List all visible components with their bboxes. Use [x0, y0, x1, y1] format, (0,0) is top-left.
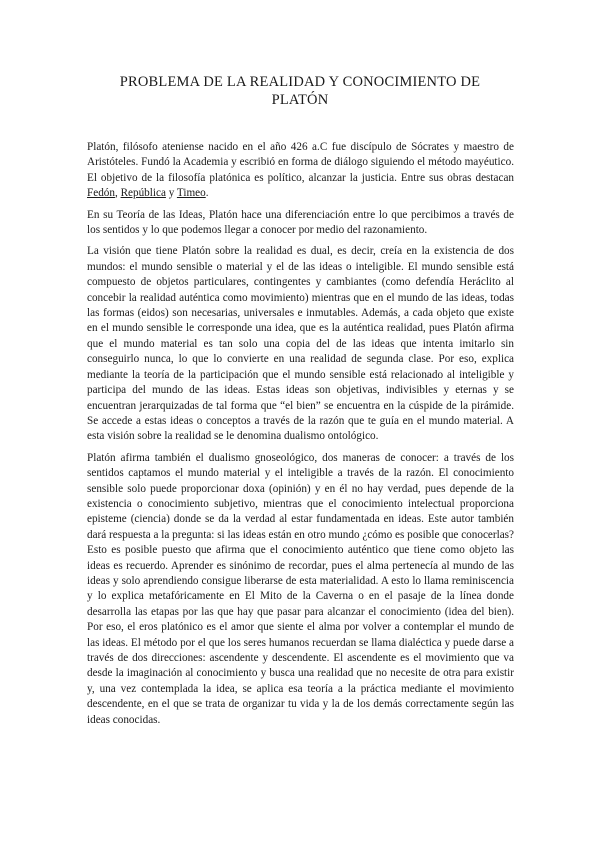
paragraph-intro-text: Platón, filósofo ateniense nacido en el año 426 a.C fue discípulo de Sócrates y maestro de Aristóteles. Fundó la Academia y escribió en forma de diálogo siguiendo el método mayéutico. El objetivo de la filosofía platónica es político, alcanzar la justicia. Entre sus obras destacan — [87, 141, 514, 184]
paragraph-gnoseological-dualism: Platón afirma también el dualismo gnoseológico, dos maneras de conocer: a través de los sentidos captamos el mundo material y el inteligible a través de la razón. El conocimiento sensible solo puede proporcionar doxa (opinión) y en él no hay verdad, pues depende de la existencia o conocimiento subjetivo, mientras que el conocimiento intelectual proporciona episteme (ciencia) donde se da la verdad al estar fundamentada en ideas. Este autor también dará respuesta a la pregunta: si las ideas están en otro mundo ¿cómo es posible que conocerlas? Esto es posible puesto que afirma que el conocimiento auténtico que tiene como objeto las ideas es recuerdo. Aprender es sinónimo de recordar, pues el alma pertenecía al mundo de las ideas y solo aprendiendo consigue liberarse de esta materialidad. A esto lo llama reminiscencia y lo explica metafóricamente en El Mito de la Caverna o en el pasaje de la línea donde desarrolla las etapas por las que hay que pasar para alcanzar el conocimiento (idea del bien). Por eso, el eros platónico es el amor que siente el alma por volver a contemplar el mundo de las ideas. El método por el que los seres humanos recuerdan se llama dialéctica y puede darse a través de dos direcciones: ascendente y descendente. El ascendente es el movimiento que va desde la imaginación al conocimiento y busca una realidad que no necesite de otra para existir y, una vez contemplada la idea, se aplica esa teoría a la práctica mediante el movimiento descendente, en el que se trata de organizar tu vida y la de los demás correctamente según las ideas conocidas. — [87, 451, 514, 726]
link-fedon[interactable]: Fedón — [87, 187, 115, 200]
document-title: PROBLEMA DE LA REALIDAD Y CONOCIMIENTO DE PLATÓN — [119, 74, 481, 108]
separator-comma: , — [114, 187, 121, 200]
paragraph-theory-of-ideas: En su Teoría de las Ideas, Platón hace una diferenciación entre lo que percibimos a través de los sentidos y lo que podemos llegar a conocer por medio del razonamiento. — [87, 208, 514, 237]
paragraph-ontological-dualism: La visión que tiene Platón sobre la realidad es dual, es decir, creía en la existencia de dos mundos: el mundo sensible o material y el de las ideas o inteligible. El mundo sensible está compuesto de objetos particulares, contingentes y cambiantes (como defendía Heráclito al concebir la realidad auténtica como movimiento) mientras que en el mundo de las ideas, todas las formas (eidos) son necesarias, universales e inmutables. Además, a cada objeto que existe en el mundo sensible le corresponde una idea, que es la auténtica realidad, pues Platón afirma que el mundo material es tan solo una copia del de las ideas que intenta imitarlo sin conseguirlo nunca, lo que lo convierte en una realidad de segunda clase. Por eso, explica mediante la teoría de la participación que el mundo sensible está relacionado al inteligible y participa del mundo de las ideas. Estas ideas son objetivas, indivisibles y eternas y se encuentran jerarquizadas de tal forma que “el bien” se encuentra en la cúspide de la pirámide. Se accede a estas ideas o conceptos a través de la razón que te guía en el mundo material. A esta visión sobre la realidad se le denomina dualismo ontológico. — [87, 245, 514, 443]
document-body — [87, 140, 514, 734]
link-republica[interactable]: República — [120, 187, 166, 200]
separator-y: y — [165, 187, 177, 200]
link-timeo[interactable]: Timeo — [176, 187, 206, 200]
paragraph-intro-end: . — [205, 187, 209, 200]
paragraph-intro — [87, 140, 514, 202]
